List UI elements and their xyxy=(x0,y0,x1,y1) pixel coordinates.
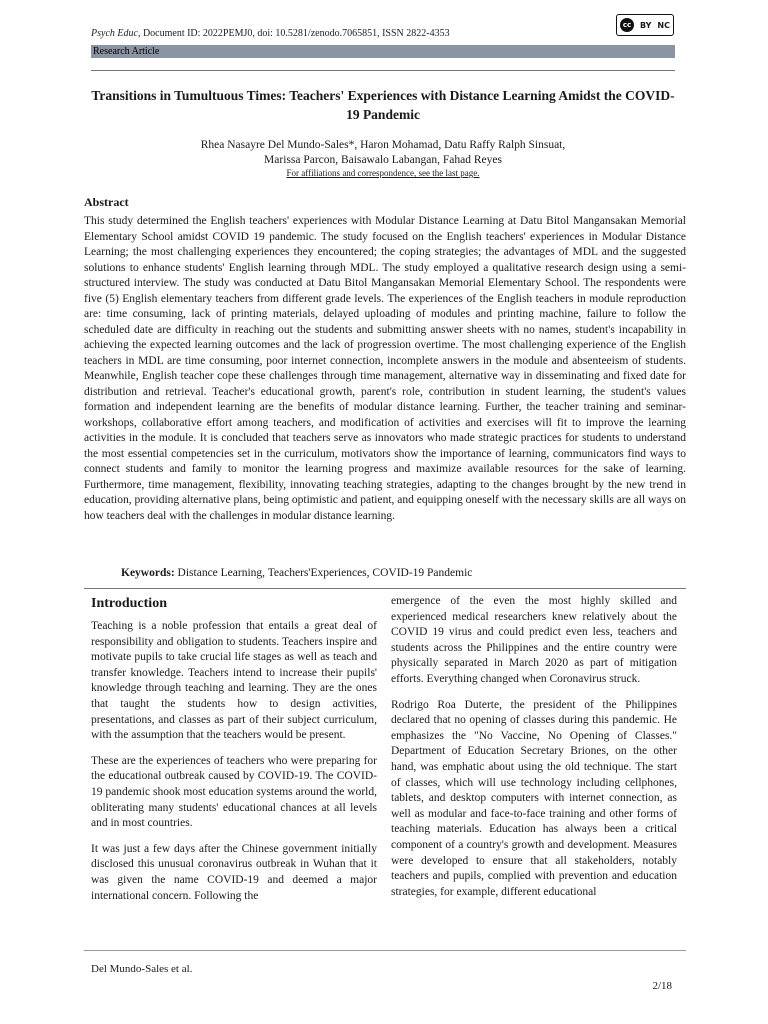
body-paragraph: Teaching is a noble profession that entails a great deal of responsibility and obligation to students. Teachers inspire and motivate pupils to take crucial life stages as well as teach and transfer knowledge. Teachers intend to increase their pupils' knowledge through teaching and learning. They are the ones that taught the students how to design activities, presentations, and classes as part of their subject curriculum, with the assumption that the teachers would be present. xyxy=(91,620,377,742)
right-column xyxy=(391,594,677,910)
journal-name: Psych Educ xyxy=(91,28,138,39)
footer-author: Del Mundo-Sales et al. xyxy=(91,963,193,975)
body-paragraph: These are the experiences of teachers who were preparing for the educational outbreak caused by COVID-19. The COVID-19 pandemic shook most education systems around the world, obliterating many students' educational chances at all levels and in most countries. xyxy=(91,754,377,830)
keywords xyxy=(121,567,472,579)
cc-nc-label: NC xyxy=(657,20,670,30)
authors-line-2: Marissa Parcon, Baisawalo Labangan, Fahad Reyes xyxy=(264,154,502,166)
body-paragraph: It was just a few days after the Chinese government initially disclosed this unusual coronavirus outbreak in Wuhan that it was given the name COVID-19 and deemed a major international concern. Following the xyxy=(91,842,377,902)
cc-logo-icon: cc xyxy=(620,18,634,32)
body-paragraph: emergence of the even the most highly skilled and experienced medical researchers knew relatively about the COVID 19 virus and could predict even less, teachers and students across the Philippines and the entire country were physically separated in March 2020 as part of mitigation efforts. Everything changed when Coronavirus struck. xyxy=(391,595,677,685)
citation-info: , Document ID: 2022PEMJ0, doi: 10.5281/zenodo.7065851, ISSN 2822-4353 xyxy=(137,28,450,39)
affiliations-link[interactable]: For affiliations and correspondence, see the last page. xyxy=(286,168,480,178)
keywords-divider xyxy=(84,588,686,589)
keywords-label: Keywords: xyxy=(121,567,175,579)
abstract-heading: Abstract xyxy=(84,195,129,209)
cc-license-icon[interactable] xyxy=(616,14,674,36)
section-label: Research Article xyxy=(93,46,160,57)
author-list xyxy=(91,138,675,168)
page-number: 2/18 xyxy=(652,980,672,992)
left-column xyxy=(91,594,377,914)
section-bar xyxy=(91,45,675,58)
running-header xyxy=(91,28,450,39)
cc-by-label: BY xyxy=(639,20,652,30)
footer-divider xyxy=(84,950,686,951)
abstract-text: This study determined the English teachers' experiences with Modular Distance Learning at Datu Bitol Mangansakan Memorial Elementary School amidst COVID 19 pandemic. The study focused on the English teachers' experiences in Modular Distance Learning; the most challenging experiences they encountered; the coping strategies; the advantages of MDL and the suggested solutions to enhance students' English learning through MDL. The study employed a qualitative research design using a semi-structured interview. The study was conducted at Datu Bitol Mangansakan Memorial Elementary School. The respondents were five (5) English elementary teachers from different grade levels. The experiences of the English teachers in module reproduction are: time consuming, lack of printing materials, delayed uploading of modules and printing machine, failure to follow the scheduled date are difficulty in reaching out the students and submitting answer sheets with no names, student's incapability in achieving the expected learning outcomes and the lack of progression overtime. The most challenging experience of the English teachers in MDL are time consuming, poor internet connection, incomplete answers in the module and absenteeism of students. Meanwhile, English teacher cope these challenges through time management, alternative way in disseminating and fixed date for distribution and retrieval. Teacher's educational growth, parent's role, contribution in student learning, the student's values formation and independent learning are the benefits of modular distance learning. Further, the teacher training and seminar-workshops, collaborative effort among teachers, and modification of activities and exercises will fit to improve the learning activities in the module. It is concluded that teachers serve as innovators who made strategic practices for students to understand the most essential competencies set in the curriculum, motivators show the importance of learning, communicators find ways to connect students and family to monitor the learning progress and maximize available resources for the sake of learning. Furthermore, time management, flexibility, innovating teaching strategies, adapting to the changes brought by the new trend in education, providing alternative plans, being optimistic and patient, and equipping oneself with the necessary skills are all ways on how teachers deal with the challenges in modular distance learning. xyxy=(84,215,686,522)
introduction-heading: Introduction xyxy=(91,596,167,611)
body-paragraph: Rodrigo Roa Duterte, the president of the Philippines declared that no opening of classes during this pandemic. He emphasizes the "No Vaccine, No Opening of Classes." Department of Education Secretary Briones, on the other hand, was emphatic about using the old technique. The start of classes, which will use technology including cellphones, tablets, and desktop computers with internet connection, as well as modular and face-to-face training and other forms of teaching materials. Education has always been a critical component of a country's growth and development. Measures were developed to ensure that all stakeholders, notably teachers and pupils, complied with prevention and education strategies, for example, different educational xyxy=(391,698,677,898)
affiliations-note[interactable] xyxy=(91,168,675,178)
authors-line-1: Rhea Nasayre Del Mundo-Sales*, Haron Mohamad, Datu Raffy Ralph Sinsuat, xyxy=(200,139,566,151)
paper-title: Transitions in Tumultuous Times: Teachers' Experiences with Distance Learning Amidst the COVID-19 Pandemic xyxy=(91,88,675,122)
keywords-list: Distance Learning, Teachers'Experiences, COVID-19 Pandemic xyxy=(174,567,473,579)
header-divider xyxy=(91,70,675,71)
